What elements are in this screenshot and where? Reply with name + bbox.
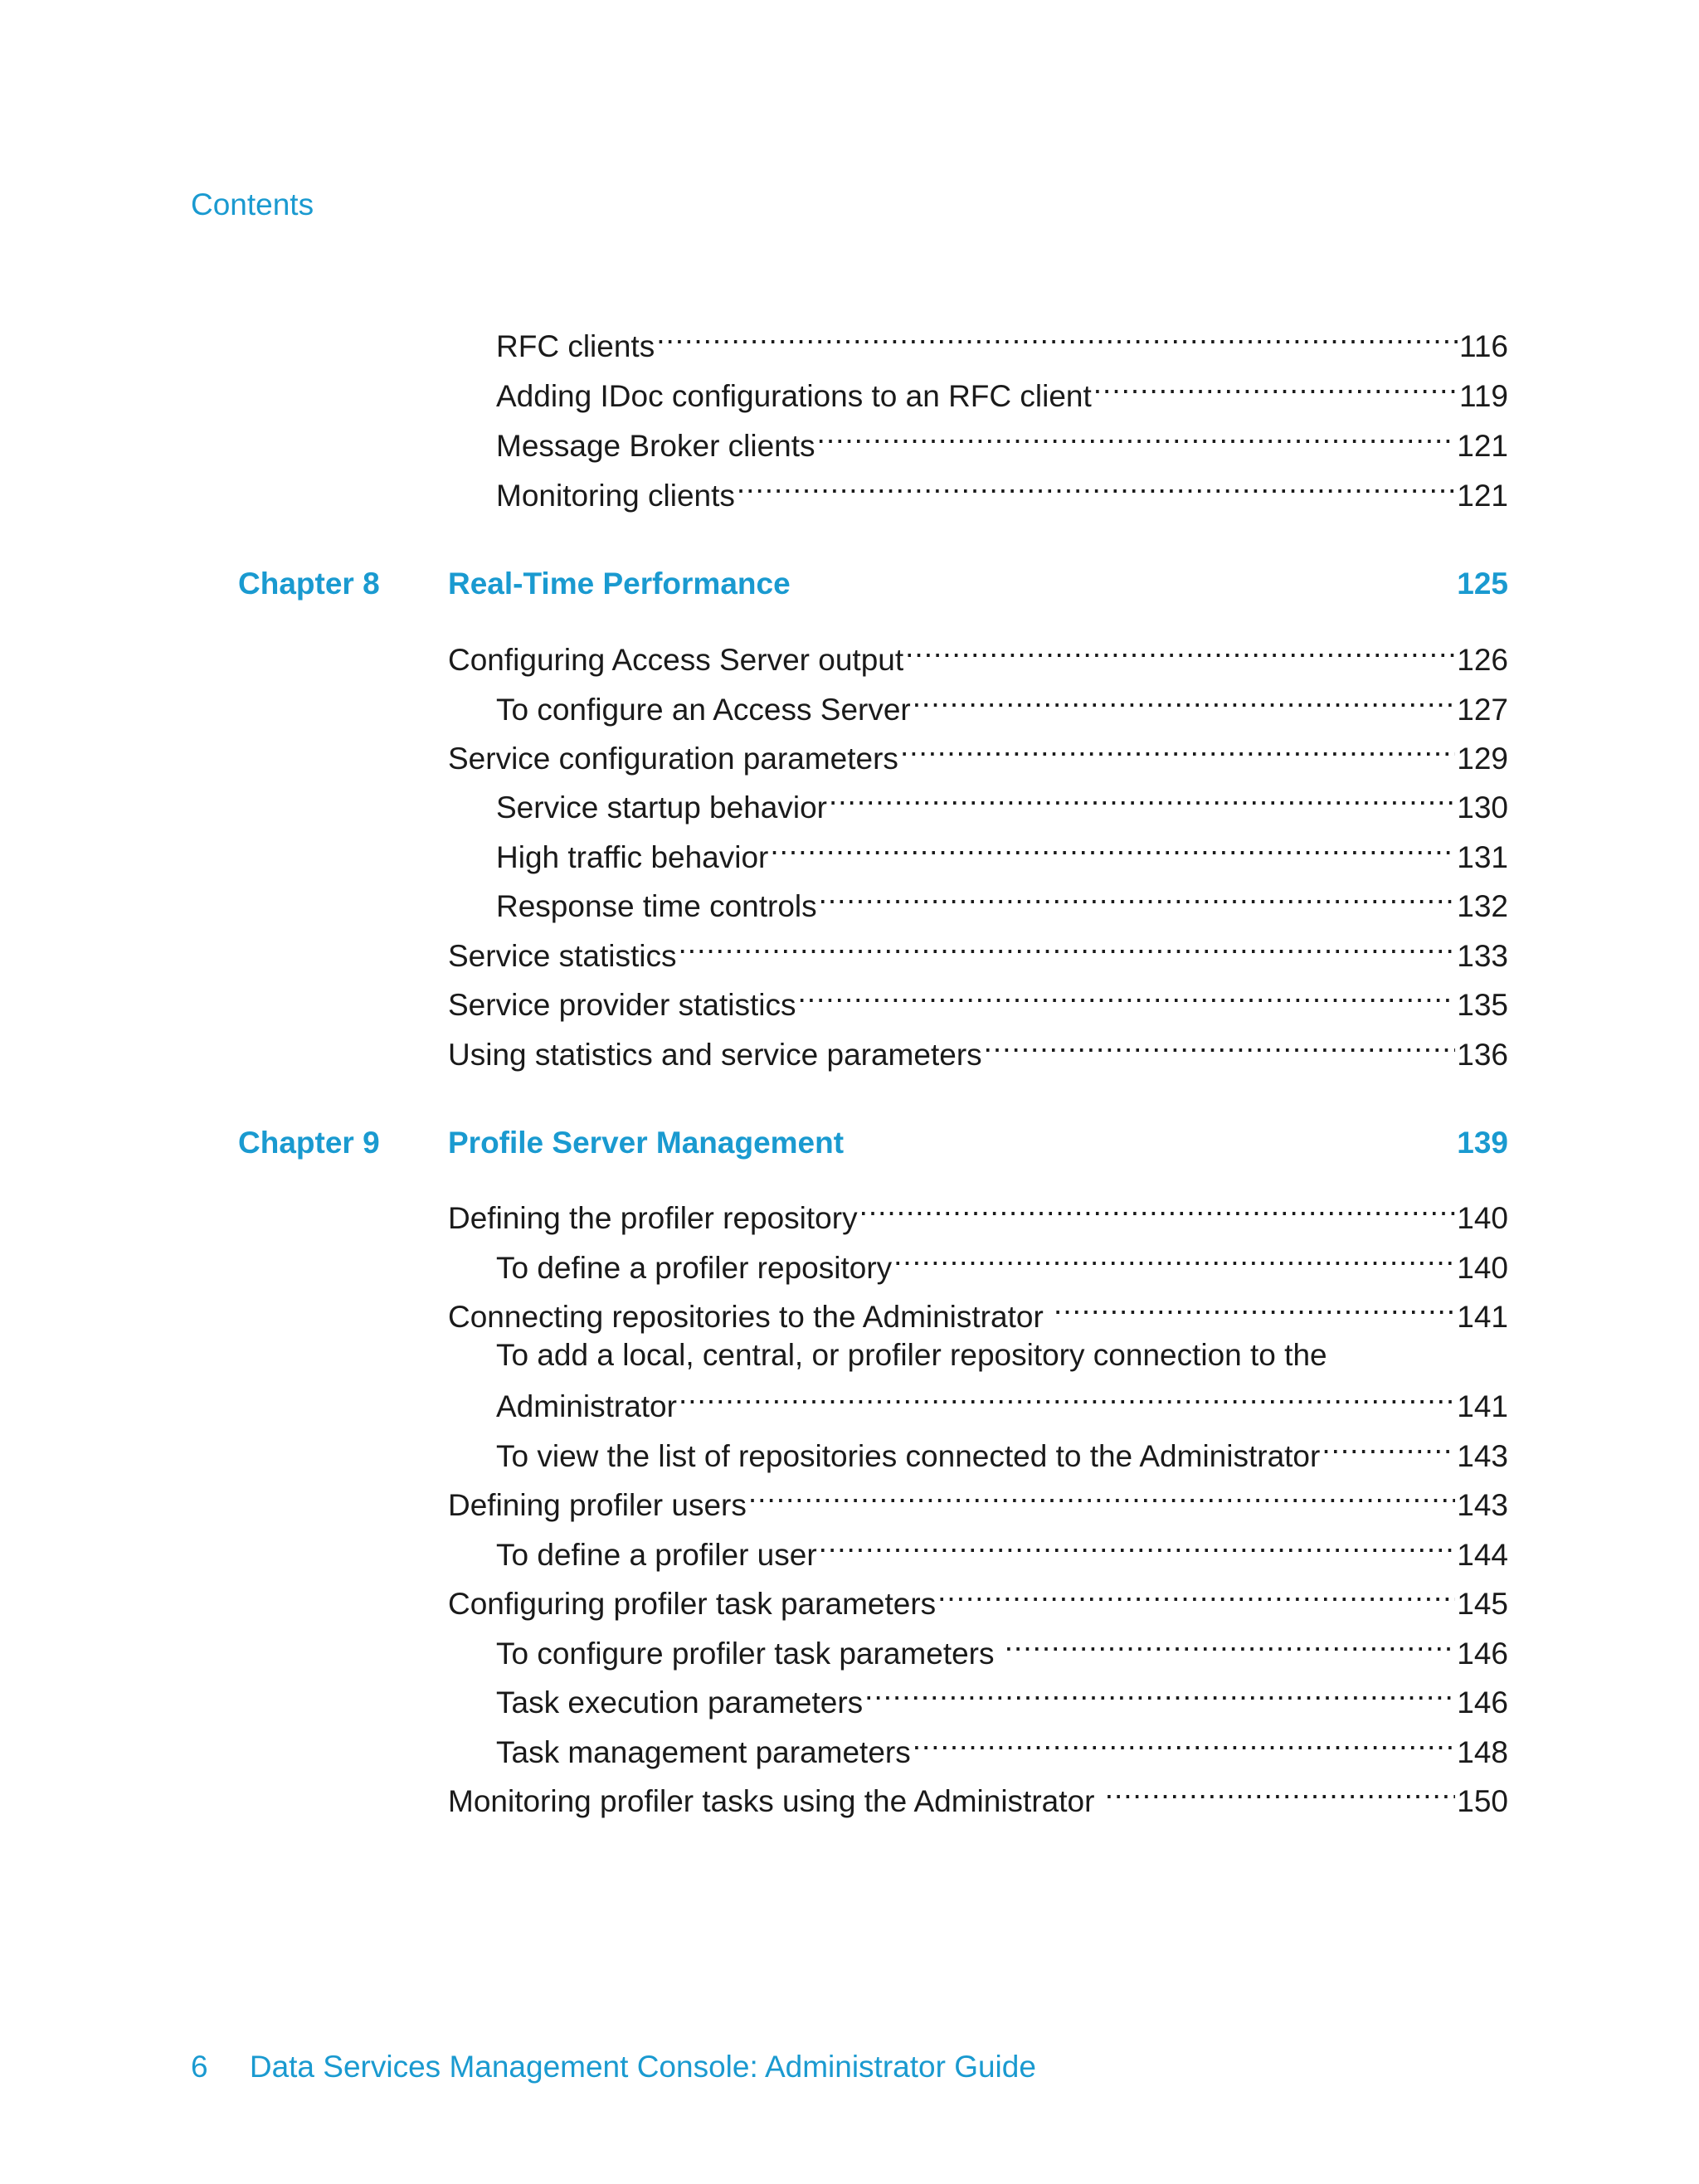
- toc-entry-page: 133: [1457, 939, 1508, 973]
- toc-entry-page: 145: [1457, 1587, 1508, 1621]
- dot-leader: [679, 1374, 1455, 1417]
- toc-entry[interactable]: [496, 1423, 1508, 1473]
- toc-entry[interactable]: [496, 1670, 1508, 1719]
- dot-leader: [1322, 1423, 1455, 1467]
- toc-entry-page: 116: [1459, 329, 1508, 363]
- toc-entry[interactable]: [448, 1472, 1508, 1522]
- chapter-label: Chapter 8: [238, 567, 380, 601]
- toc-entry-page: 129: [1457, 742, 1508, 776]
- chapter-heading-8[interactable]: [0, 562, 1699, 606]
- toc-entry[interactable]: [448, 1284, 1508, 1334]
- toc-entry-page: 150: [1457, 1784, 1508, 1818]
- toc-entry-title: Configuring profiler task parameters: [448, 1587, 937, 1621]
- toc-entry-title: Adding IDoc configurations to an RFC client: [496, 379, 1092, 413]
- toc-entry-page: 132: [1457, 889, 1508, 923]
- toc-entry-title: To view the list of repositories connected to the Administrator: [496, 1439, 1321, 1473]
- toc-entry[interactable]: [448, 726, 1508, 776]
- toc-entry-title: Message Broker clients: [496, 429, 815, 463]
- toc-entry-title: To define a profiler repository: [496, 1251, 893, 1285]
- toc-entry-title: Service startup behavior: [496, 790, 827, 824]
- toc-entry[interactable]: [448, 627, 1508, 677]
- dot-leader: [656, 314, 1458, 357]
- toc-entry[interactable]: [448, 1768, 1508, 1818]
- toc-entry[interactable]: [496, 413, 1508, 463]
- toc-entry-page: 144: [1457, 1538, 1508, 1572]
- toc-entry-page: 121: [1457, 429, 1508, 463]
- footer-title: Data Services Management Console: Administrator Guide: [249, 2050, 1036, 2084]
- dot-leader: [819, 873, 1456, 917]
- toc-entry[interactable]: [496, 677, 1508, 727]
- dot-leader: [900, 726, 1455, 769]
- toc-entry-title: To configure profiler task parameters: [496, 1637, 1003, 1671]
- toc-entry[interactable]: [496, 1522, 1508, 1572]
- dot-leader: [913, 677, 1456, 720]
- toc-entry-title: Monitoring clients: [496, 479, 735, 513]
- toc-entry[interactable]: [448, 1571, 1508, 1621]
- toc-entry-page: 130: [1457, 790, 1508, 824]
- toc-entry-title: Defining the profiler repository: [448, 1201, 858, 1235]
- page-header-label: Contents: [191, 187, 314, 221]
- toc-entry-title: Task execution parameters: [496, 1685, 864, 1719]
- dot-leader: [984, 1022, 1456, 1065]
- toc-entry-title: Service provider statistics: [448, 988, 796, 1022]
- toc-entry-title: To define a profiler user: [496, 1538, 817, 1572]
- toc-entry-title: Defining profiler users: [448, 1488, 747, 1522]
- toc-entry-page: 131: [1457, 840, 1508, 874]
- footer-page-number: 6: [191, 2050, 208, 2084]
- chapter-label: Chapter 9: [238, 1126, 380, 1160]
- chapter-title: Profile Server Management: [448, 1126, 845, 1160]
- dot-leader: [864, 1670, 1455, 1713]
- toc-entry-title-line2: Administrator: [496, 1389, 677, 1423]
- toc-entry-title-line1[interactable]: To add a local, central, or profiler repository connection to the: [496, 1338, 1327, 1372]
- toc-entry-title: Service statistics: [448, 939, 677, 973]
- dot-leader: [937, 1571, 1455, 1614]
- toc-entry[interactable]: [496, 463, 1508, 513]
- dot-leader: [893, 1235, 1455, 1278]
- dot-leader: [829, 775, 1455, 818]
- toc-entry-page: 143: [1457, 1488, 1508, 1522]
- toc-entry[interactable]: [448, 1185, 1508, 1235]
- toc-entry-page: 148: [1457, 1735, 1508, 1769]
- dot-leader: [1093, 363, 1458, 406]
- chapter-heading-9[interactable]: [0, 1121, 1699, 1165]
- dot-leader: [1105, 1768, 1456, 1812]
- chapter-page: 125: [1457, 567, 1508, 601]
- toc-entry-title: RFC clients: [496, 329, 655, 363]
- toc-entry-page: 141: [1457, 1300, 1508, 1334]
- toc-entry-title: Response time controls: [496, 889, 817, 923]
- toc-entry-page: 121: [1457, 479, 1508, 513]
- toc-entry[interactable]: [496, 314, 1508, 363]
- toc-entry-page: 146: [1457, 1637, 1508, 1671]
- toc-entry-page: 143: [1457, 1439, 1508, 1473]
- dot-leader: [737, 463, 1455, 506]
- toc-entry-title: High traffic behavior: [496, 840, 769, 874]
- toc-entry-page: 140: [1457, 1251, 1508, 1285]
- toc-entry-page: 127: [1457, 693, 1508, 727]
- toc-entry-page: 135: [1457, 988, 1508, 1022]
- toc-entry-title: Task management parameters: [496, 1735, 911, 1769]
- toc-entry-page: 140: [1457, 1201, 1508, 1235]
- toc-entry[interactable]: [496, 1374, 1508, 1423]
- dot-leader: [797, 972, 1455, 1015]
- toc-entry[interactable]: [448, 972, 1508, 1022]
- dot-leader: [819, 1522, 1456, 1565]
- dot-leader: [913, 1719, 1456, 1763]
- toc-entry-page: 136: [1457, 1038, 1508, 1072]
- toc-entry-title: Configuring Access Server output: [448, 643, 904, 677]
- toc-entry[interactable]: [448, 1022, 1508, 1072]
- toc-entry[interactable]: [496, 873, 1508, 923]
- toc-entry-page: 119: [1459, 379, 1508, 413]
- page-footer: [191, 2045, 1036, 2089]
- toc-entry-title: Using statistics and service parameters: [448, 1038, 982, 1072]
- dot-leader: [1005, 1621, 1455, 1664]
- dot-leader: [679, 923, 1456, 966]
- dot-leader: [1054, 1284, 1455, 1327]
- dot-leader: [905, 627, 1455, 670]
- toc-entry[interactable]: [496, 1719, 1508, 1769]
- toc-entry[interactable]: [448, 923, 1508, 973]
- toc-entry-title: To configure an Access Server: [496, 693, 911, 727]
- toc-entry-title: Monitoring profiler tasks using the Administrator: [448, 1784, 1103, 1818]
- dot-leader: [770, 824, 1455, 868]
- toc-entry[interactable]: [496, 824, 1508, 874]
- toc-entry-title: Service configuration parameters: [448, 742, 898, 776]
- toc-entry-page: 141: [1457, 1389, 1508, 1423]
- dot-leader: [859, 1185, 1456, 1228]
- chapter-page: 139: [1457, 1126, 1508, 1160]
- toc-entry[interactable]: [496, 1621, 1508, 1671]
- toc-entry[interactable]: [496, 363, 1508, 413]
- toc-entry[interactable]: [496, 775, 1508, 824]
- dot-leader: [817, 413, 1456, 456]
- chapter-title: Real-Time Performance: [448, 567, 791, 601]
- toc-entry-page: 126: [1457, 643, 1508, 677]
- toc-entry[interactable]: [496, 1235, 1508, 1285]
- toc-entry-page: 146: [1457, 1685, 1508, 1719]
- toc-entry-title: Connecting repositories to the Administrator: [448, 1300, 1053, 1334]
- dot-leader: [748, 1472, 1455, 1515]
